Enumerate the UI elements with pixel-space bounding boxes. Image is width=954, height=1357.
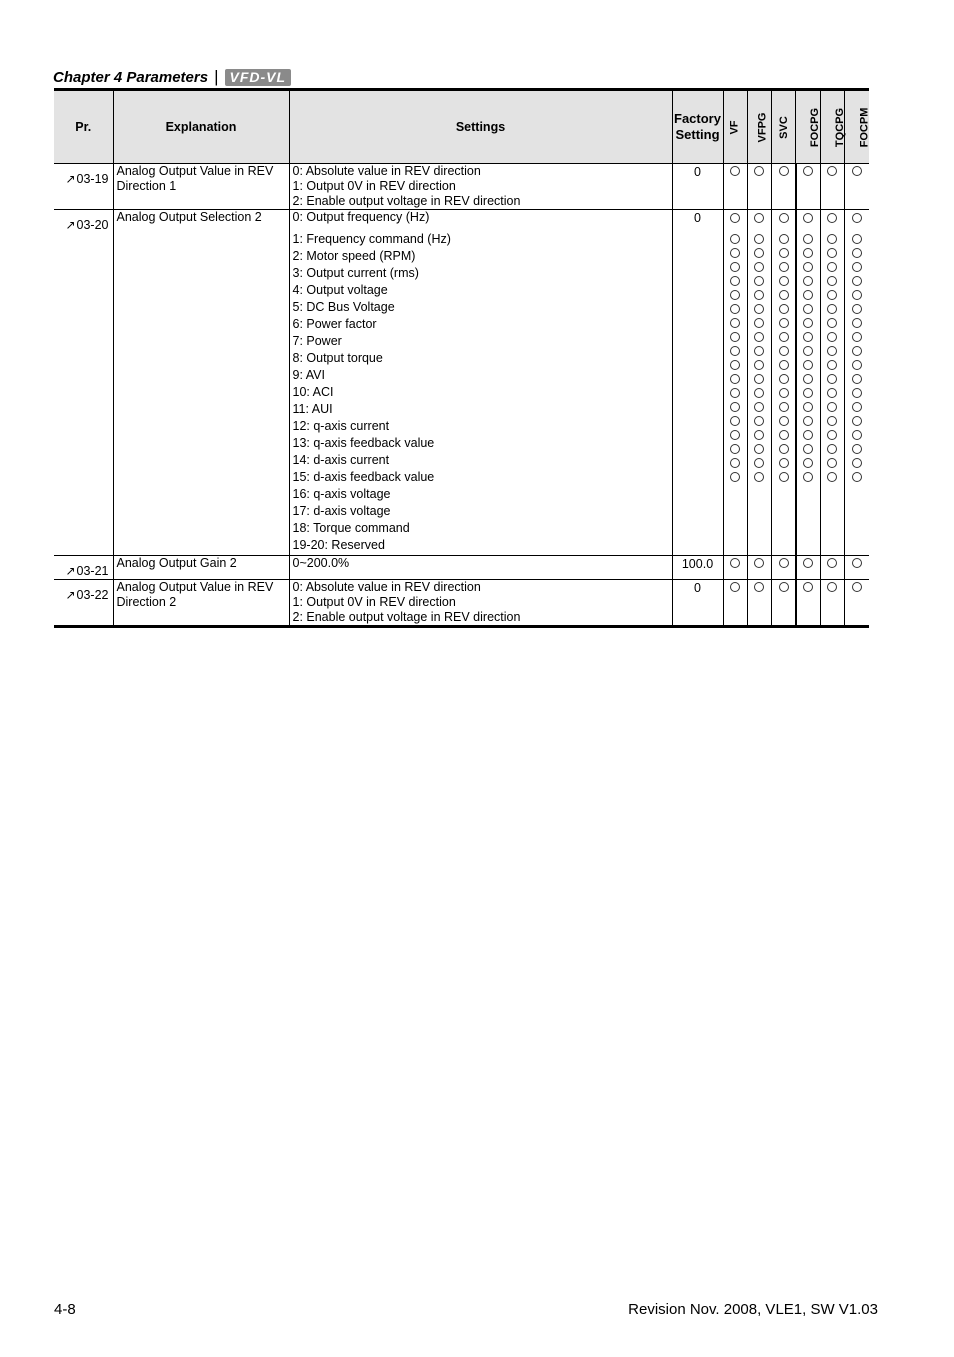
explanation-cell: [113, 556, 289, 580]
setting-option: 0: Absolute value in REV direction: [292, 580, 481, 594]
factory-setting-cell: 0: [672, 164, 723, 210]
mode-available-circle-icon: [827, 213, 837, 223]
mode-cell-vf: [723, 556, 747, 580]
chapter-title: Chapter 4 Parameters: [53, 68, 209, 86]
mode-available-circle-icon: [827, 290, 837, 300]
mode-cell-svc: [772, 556, 796, 580]
settings-cell: [289, 580, 672, 627]
col-header-svc: [772, 90, 796, 164]
settings-cell: [289, 164, 672, 210]
mode-available-circle-icon: [754, 558, 764, 568]
mode-available-circle-icon: [779, 582, 789, 592]
mode-available-circle-icon: [754, 262, 764, 272]
mode-available-circle-icon: [803, 430, 813, 440]
mode-available-circle-icon: [803, 332, 813, 342]
mode-available-circle-icon: [779, 558, 789, 568]
mode-available-circle-icon: [730, 304, 740, 314]
factory-setting-cell: 100.0: [672, 556, 723, 580]
param-number-cell: [54, 580, 113, 627]
mode-available-circle-icon: [754, 374, 764, 384]
mode-available-circle-icon: [730, 332, 740, 342]
table-header-row: [54, 90, 869, 164]
mode-label-vf: VF: [728, 120, 741, 135]
vfd-vl-logo: VFD-VL: [225, 69, 292, 86]
mode-available-circle-icon: [827, 472, 837, 482]
mode-available-circle-icon: [754, 360, 764, 370]
mode-cell-tqcpg: [820, 580, 844, 627]
col-header-focpg: [796, 90, 820, 164]
mode-cell-vf: [723, 580, 747, 627]
mode-available-circle-icon: [803, 234, 813, 244]
mode-available-circle-icon: [779, 332, 789, 342]
mode-available-circle-icon: [730, 444, 740, 454]
pencil-icon: ↗: [65, 172, 76, 186]
mode-cell-tqcpg: [820, 556, 844, 580]
mode-available-circle-icon: [803, 213, 813, 223]
mode-available-circle-icon: [827, 346, 837, 356]
setting-option: 4: Output voltage: [292, 283, 388, 297]
mode-available-circle-icon: [827, 458, 837, 468]
factory-header-line1: Factory: [674, 111, 721, 126]
mode-cell-vf: [723, 210, 747, 556]
mode-available-circle-icon: [754, 304, 764, 314]
mode-available-circle-icon: [827, 248, 837, 258]
mode-available-circle-icon: [852, 304, 862, 314]
mode-available-circle-icon: [852, 290, 862, 300]
setting-option: 0: Absolute value in REV direction: [292, 164, 481, 178]
mode-available-circle-icon: [827, 234, 837, 244]
mode-available-circle-icon: [827, 262, 837, 272]
mode-available-circle-icon: [803, 248, 813, 258]
mode-available-circle-icon: [754, 458, 764, 468]
mode-available-circle-icon: [803, 582, 813, 592]
mode-available-circle-icon: [730, 346, 740, 356]
setting-option: 12: q-axis current: [292, 419, 390, 433]
mode-available-circle-icon: [754, 582, 764, 592]
mode-available-circle-icon: [827, 388, 837, 398]
mode-available-circle-icon: [779, 276, 789, 286]
explanation-text: Analog Output Value in REV: [116, 580, 274, 594]
mode-cell-svc: [772, 210, 796, 556]
setting-option: 16: q-axis voltage: [292, 487, 391, 501]
mode-available-circle-icon: [852, 416, 862, 426]
mode-available-circle-icon: [779, 458, 789, 468]
mode-available-circle-icon: [730, 262, 740, 272]
mode-available-circle-icon: [754, 332, 764, 342]
setting-option: 7: Power: [292, 334, 342, 348]
setting-option: 3: Output current (rms): [292, 266, 419, 280]
table-row: [54, 210, 869, 556]
mode-available-circle-icon: [852, 332, 862, 342]
col-header-settings: Settings: [289, 90, 672, 164]
mode-available-circle-icon: [803, 444, 813, 454]
mode-available-circle-icon: [852, 318, 862, 328]
mode-available-circle-icon: [730, 558, 740, 568]
mode-available-circle-icon: [730, 213, 740, 223]
mode-cell-tqcpg: [820, 164, 844, 210]
pencil-icon: ↗: [65, 218, 76, 232]
col-header-vfpg: [747, 90, 771, 164]
mode-available-circle-icon: [730, 318, 740, 328]
setting-option: 18: Torque command: [292, 521, 410, 535]
mode-available-circle-icon: [779, 402, 789, 412]
mode-available-circle-icon: [730, 166, 740, 176]
mode-available-circle-icon: [754, 444, 764, 454]
explanation-text: Analog Output Selection 2: [116, 210, 262, 224]
mode-available-circle-icon: [803, 472, 813, 482]
mode-cell-focpm: [845, 164, 869, 210]
setting-option: 9: AVI: [292, 368, 325, 382]
settings-cell: [289, 556, 672, 580]
mode-available-circle-icon: [803, 360, 813, 370]
revision-info: Revision Nov. 2008, VLE1, SW V1.03: [628, 1301, 878, 1318]
mode-available-circle-icon: [754, 318, 764, 328]
mode-available-circle-icon: [730, 248, 740, 258]
setting-option: 1: Output 0V in REV direction: [292, 179, 456, 193]
setting-option: 2: Enable output voltage in REV direction: [292, 194, 521, 208]
mode-available-circle-icon: [730, 472, 740, 482]
factory-header-line2: Setting: [675, 127, 720, 142]
mode-available-circle-icon: [779, 430, 789, 440]
mode-available-circle-icon: [779, 213, 789, 223]
mode-available-circle-icon: [779, 360, 789, 370]
param-number-cell: [54, 556, 113, 580]
explanation-text: Analog Output Value in REV: [116, 164, 274, 178]
setting-option: 2: Motor speed (RPM): [292, 249, 416, 263]
param-number-cell: [54, 164, 113, 210]
mode-available-circle-icon: [754, 234, 764, 244]
mode-label-svc: SVC: [777, 116, 790, 139]
mode-available-circle-icon: [730, 388, 740, 398]
mode-available-circle-icon: [730, 276, 740, 286]
setting-option: 15: d-axis feedback value: [292, 470, 435, 484]
col-header-factory-setting: [672, 90, 723, 164]
setting-option: 11: AUI: [292, 402, 333, 416]
mode-available-circle-icon: [852, 248, 862, 258]
mode-available-circle-icon: [803, 416, 813, 426]
mode-available-circle-icon: [779, 262, 789, 272]
mode-available-circle-icon: [827, 360, 837, 370]
setting-option: 1: Output 0V in REV direction: [292, 595, 456, 609]
mode-cell-vfpg: [747, 164, 771, 210]
mode-available-circle-icon: [779, 318, 789, 328]
mode-available-circle-icon: [754, 248, 764, 258]
mode-cell-vf: [723, 164, 747, 210]
mode-available-circle-icon: [827, 558, 837, 568]
mode-available-circle-icon: [730, 234, 740, 244]
mode-available-circle-icon: [827, 276, 837, 286]
mode-available-circle-icon: [779, 290, 789, 300]
mode-available-circle-icon: [730, 416, 740, 426]
mode-available-circle-icon: [827, 416, 837, 426]
param-number: 03-20: [76, 218, 109, 232]
mode-available-circle-icon: [803, 276, 813, 286]
mode-available-circle-icon: [852, 234, 862, 244]
setting-option: 0: Output frequency (Hz): [292, 210, 430, 224]
mode-available-circle-icon: [852, 262, 862, 272]
pencil-icon: ↗: [65, 588, 76, 602]
mode-available-circle-icon: [852, 558, 862, 568]
mode-available-circle-icon: [852, 276, 862, 286]
mode-available-circle-icon: [754, 416, 764, 426]
mode-available-circle-icon: [754, 290, 764, 300]
explanation-cell: [113, 164, 289, 210]
explanation-text: Direction 2: [116, 595, 177, 609]
setting-option: 17: d-axis voltage: [292, 504, 391, 518]
mode-available-circle-icon: [779, 234, 789, 244]
mode-label-vfpg: VFPG: [756, 112, 769, 143]
mode-available-circle-icon: [852, 402, 862, 412]
mode-available-circle-icon: [730, 402, 740, 412]
mode-available-circle-icon: [852, 472, 862, 482]
factory-setting-cell: 0: [672, 580, 723, 627]
mode-available-circle-icon: [827, 318, 837, 328]
mode-available-circle-icon: [779, 444, 789, 454]
table-row: [54, 580, 869, 627]
mode-available-circle-icon: [827, 166, 837, 176]
mode-cell-focpg: [796, 164, 820, 210]
mode-available-circle-icon: [730, 290, 740, 300]
table-body: [54, 164, 869, 627]
mode-available-circle-icon: [852, 360, 862, 370]
mode-available-circle-icon: [827, 332, 837, 342]
mode-available-circle-icon: [754, 430, 764, 440]
mode-available-circle-icon: [852, 388, 862, 398]
setting-option: 0~200.0%: [292, 556, 350, 570]
mode-available-circle-icon: [754, 402, 764, 412]
mode-available-circle-icon: [779, 248, 789, 258]
setting-option: 6: Power factor: [292, 317, 377, 331]
header-separator: |: [214, 67, 219, 86]
mode-cell-focpg: [796, 556, 820, 580]
setting-option: 8: Output torque: [292, 351, 383, 365]
parameter-table: [54, 88, 869, 628]
mode-available-circle-icon: [730, 582, 740, 592]
mode-available-circle-icon: [779, 166, 789, 176]
table-row: [54, 164, 869, 210]
mode-available-circle-icon: [803, 374, 813, 384]
col-header-pr: Pr.: [54, 90, 113, 164]
mode-cell-vfpg: [747, 580, 771, 627]
mode-available-circle-icon: [852, 166, 862, 176]
mode-available-circle-icon: [803, 304, 813, 314]
mode-available-circle-icon: [754, 346, 764, 356]
settings-cell: [289, 210, 672, 556]
col-header-focpm: [845, 90, 869, 164]
mode-available-circle-icon: [852, 346, 862, 356]
mode-available-circle-icon: [803, 318, 813, 328]
param-number: 03-19: [76, 172, 109, 186]
mode-available-circle-icon: [779, 416, 789, 426]
factory-setting-cell: 0: [672, 210, 723, 556]
col-header-explanation: Explanation: [113, 90, 289, 164]
mode-available-circle-icon: [827, 374, 837, 384]
mode-available-circle-icon: [779, 304, 789, 314]
mode-available-circle-icon: [852, 213, 862, 223]
mode-available-circle-icon: [779, 374, 789, 384]
mode-available-circle-icon: [754, 276, 764, 286]
setting-option: 5: DC Bus Voltage: [292, 300, 395, 314]
mode-available-circle-icon: [803, 558, 813, 568]
setting-option: 14: d-axis current: [292, 453, 390, 467]
chapter-header: [53, 66, 291, 88]
mode-available-circle-icon: [803, 346, 813, 356]
setting-option: 1: Frequency command (Hz): [292, 232, 451, 246]
mode-available-circle-icon: [827, 402, 837, 412]
mode-available-circle-icon: [852, 430, 862, 440]
mode-cell-vfpg: [747, 210, 771, 556]
mode-available-circle-icon: [803, 290, 813, 300]
param-number-cell: [54, 210, 113, 556]
table-row: [54, 556, 869, 580]
mode-available-circle-icon: [803, 262, 813, 272]
mode-label-focpm: FOCPM: [858, 107, 871, 148]
explanation-cell: [113, 580, 289, 627]
mode-available-circle-icon: [803, 402, 813, 412]
mode-available-circle-icon: [852, 444, 862, 454]
col-header-tqcpg: [820, 90, 844, 164]
mode-cell-focpm: [845, 210, 869, 556]
mode-available-circle-icon: [803, 388, 813, 398]
setting-option: 10: ACI: [292, 385, 334, 399]
mode-available-circle-icon: [827, 304, 837, 314]
mode-cell-focpm: [845, 556, 869, 580]
mode-available-circle-icon: [730, 360, 740, 370]
pencil-icon: ↗: [65, 564, 76, 578]
mode-cell-focpg: [796, 210, 820, 556]
mode-cell-focpg: [796, 580, 820, 627]
explanation-text: Analog Output Gain 2: [116, 556, 237, 570]
mode-available-circle-icon: [827, 444, 837, 454]
page-number: 4-8: [54, 1301, 76, 1318]
mode-available-circle-icon: [754, 472, 764, 482]
setting-option: 2: Enable output voltage in REV direction: [292, 610, 521, 624]
mode-label-tqcpg: TQCPG: [833, 107, 846, 148]
mode-available-circle-icon: [754, 388, 764, 398]
mode-available-circle-icon: [852, 458, 862, 468]
setting-option: 19-20: Reserved: [292, 538, 385, 552]
mode-available-circle-icon: [779, 472, 789, 482]
mode-available-circle-icon: [754, 166, 764, 176]
mode-cell-vfpg: [747, 556, 771, 580]
param-number: 03-21: [76, 564, 109, 578]
mode-available-circle-icon: [779, 346, 789, 356]
mode-cell-svc: [772, 580, 796, 627]
mode-available-circle-icon: [730, 374, 740, 384]
mode-available-circle-icon: [730, 430, 740, 440]
mode-available-circle-icon: [730, 458, 740, 468]
explanation-text: Direction 1: [116, 179, 177, 193]
mode-cell-tqcpg: [820, 210, 844, 556]
mode-cell-svc: [772, 164, 796, 210]
mode-available-circle-icon: [852, 582, 862, 592]
mode-available-circle-icon: [803, 166, 813, 176]
mode-available-circle-icon: [827, 430, 837, 440]
param-number: 03-22: [76, 588, 109, 602]
mode-available-circle-icon: [779, 388, 789, 398]
mode-available-circle-icon: [754, 213, 764, 223]
mode-label-focpg: FOCPG: [809, 107, 822, 148]
explanation-cell: [113, 210, 289, 556]
setting-option: 13: q-axis feedback value: [292, 436, 435, 450]
mode-cell-focpm: [845, 580, 869, 627]
mode-available-circle-icon: [827, 582, 837, 592]
col-header-vf: [723, 90, 747, 164]
mode-available-circle-icon: [852, 374, 862, 384]
mode-available-circle-icon: [803, 458, 813, 468]
